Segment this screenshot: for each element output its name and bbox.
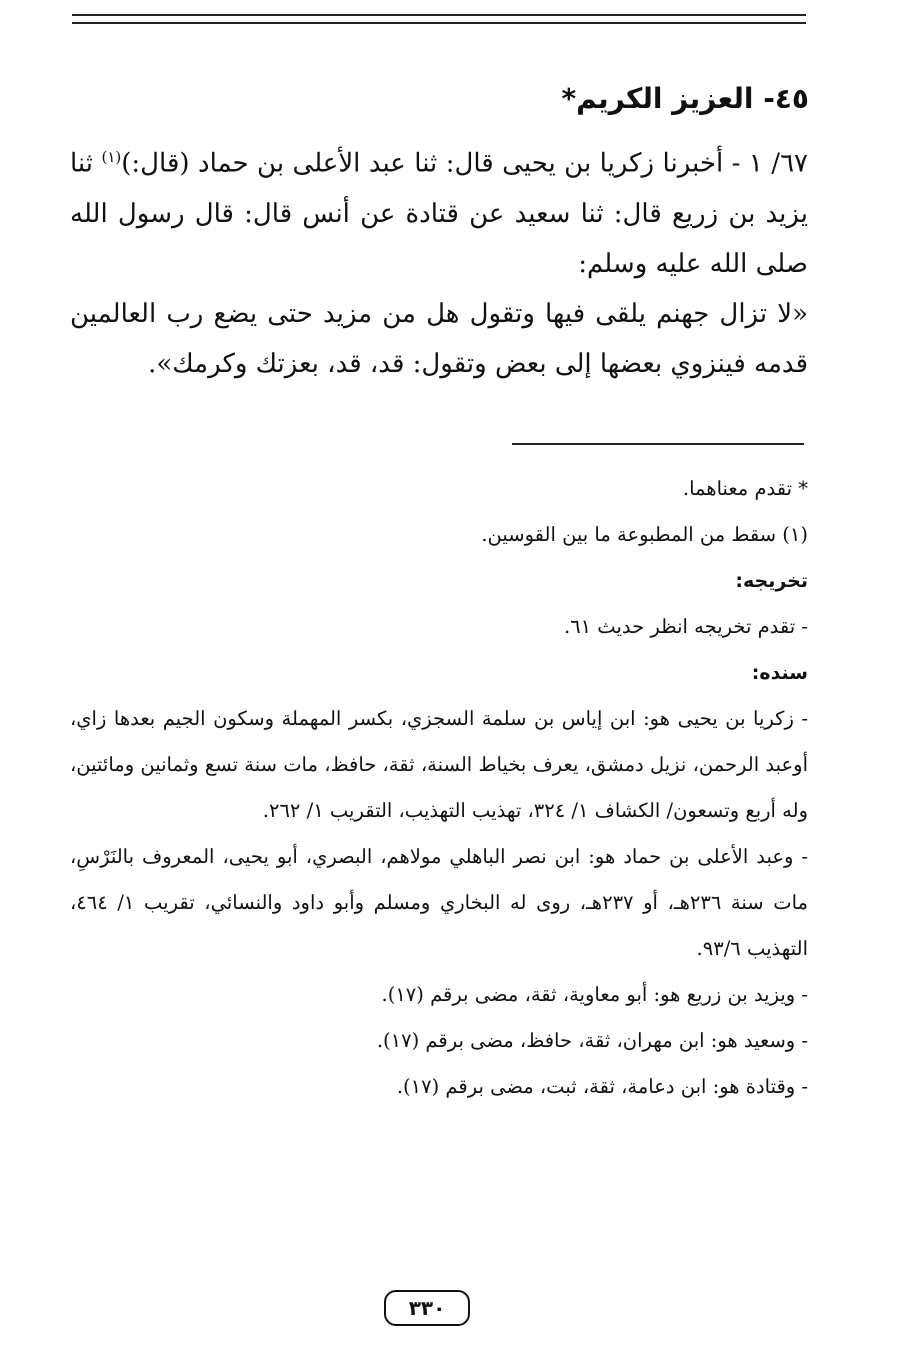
hadith-matn: «لا تزال جهنم يلقى فيها وتقول هل من مزيد حتى يضع رب العالمين قدمه فينزوي بعضها إلى بعض وتقول: قد، قد، بعزتك وكرمك». xyxy=(70,298,808,379)
isnad-part-2: ثنا يزيد بن زريع قال: ثنا سعيد عن قتادة عن أنس قال: قال رسول الله صلى الله عليه وسلم: xyxy=(70,148,808,279)
takhrij-title: تخريجه: xyxy=(735,570,808,592)
top-rule-2 xyxy=(72,22,806,24)
section-heading: ٤٥- العزيز الكريم* xyxy=(561,82,809,115)
hadith-text xyxy=(70,132,808,389)
footnote-ref-1: (١) xyxy=(101,148,122,166)
footnote-1: (١) سقط من المطبوعة ما بين القوسين. xyxy=(481,523,808,546)
page-number: ٣٣٠ xyxy=(384,1290,470,1326)
sanad-item: - زكريا بن يحيى هو: ابن إياس بن سلمة السجزي، بكسر المهملة وسكون الجيم بعدها زاي، أوعبد الرحمن، نزيل دمشق، يعرف بخياط السنة، ثقة، حافظ، مات سنة تسع وثمانين ومائتين، وله أربع وتسعون/ الكشاف ١/ ٣٢٤، تهذيب التهذيب، التقريب ١/ ٢٦٢. xyxy=(70,707,808,822)
hadith-isnad xyxy=(70,132,808,289)
sanad-title: سنده: xyxy=(751,662,808,684)
takhrij-text: - تقدم تخريجه انظر حديث ٦١. xyxy=(563,615,808,638)
sanad-item: - وسعيد هو: ابن مهران، ثقة، حافظ، مضى برقم (١٧). xyxy=(376,1029,808,1052)
isnad-part-1: ٦٧/ ١ - أخبرنا زكريا بن يحيى قال: ثنا عبد الأعلى بن حماد (قال:) xyxy=(121,148,808,179)
sanad-item: - ويزيد بن زريع هو: أبو معاوية، ثقة، مضى برقم (١٧). xyxy=(381,983,808,1006)
footnote-star: * تقدم معناهما. xyxy=(682,477,808,500)
top-rule-1 xyxy=(72,14,806,16)
footnote-separator xyxy=(512,443,804,445)
sanad-item: - وعبد الأعلى بن حماد هو: ابن نصر الباهلي مولاهم، البصري، أبو يحيى، المعروف بالنَرْسِ، مات سنة ٢٣٦هـ، أو ٢٣٧هـ، روى له البخاري ومسلم وأبو داود والنسائي، تقريب ١/ ٤٦٤، التهذيب ٩٣/٦. xyxy=(70,845,808,960)
notes-section xyxy=(70,466,808,1110)
sanad-item: - وقتادة هو: ابن دعامة، ثقة، ثبت، مضى برقم (١٧). xyxy=(396,1075,808,1098)
